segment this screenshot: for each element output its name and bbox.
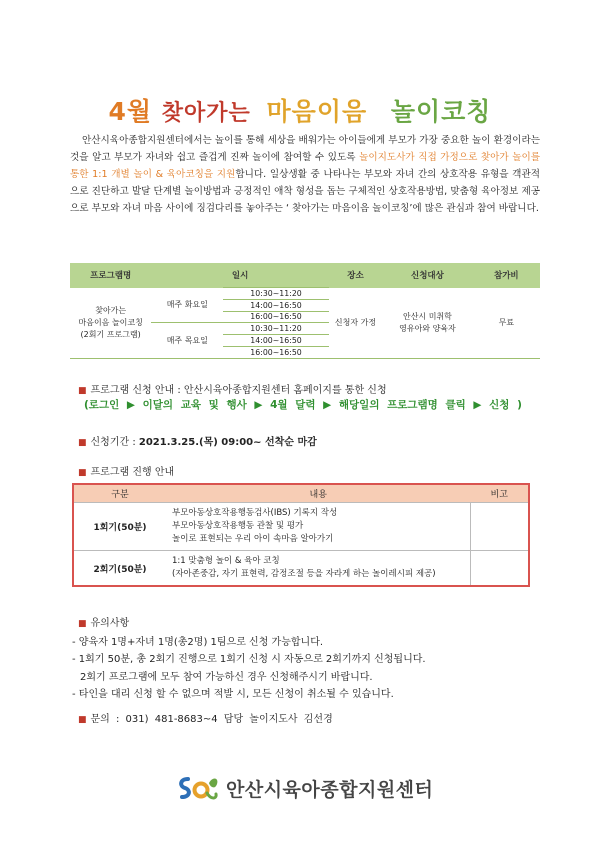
center-logo-icon	[176, 773, 220, 803]
program-table	[70, 263, 540, 359]
intro-highlight: 놀이지도사가 직접 가정으로 찾아가 놀이를 통한 1:1 개별 놀이 & 육아코칭을 지원	[70, 152, 540, 180]
progress-table-header	[73, 484, 529, 503]
apply-route: (로그인 ▶ 이달의 교육 및 행사 ▶ 4월 달력 ▶ 해당일의 프로그램명 클릭 ▶ 신청 )	[84, 399, 522, 411]
place-cell: 신청자 가정	[329, 288, 382, 359]
session-2-remark	[471, 551, 530, 587]
content-line: (자아존중감, 자기 표현력, 감정조절 등을 자라게 하는 놀이레시피 제공)	[172, 569, 436, 579]
session-1-remark	[471, 503, 530, 551]
content-line: 부모아동상호작용행동 관찰 및 평가	[172, 521, 304, 531]
program-row	[70, 288, 540, 300]
day-tuesday: 매주 화요일	[151, 288, 223, 323]
program-name-line3: (2회기 프로그램)	[80, 329, 141, 339]
progress-info	[78, 463, 174, 478]
progress-label: 프로그램 진행 안내	[90, 467, 175, 478]
bullet-square-icon: ■	[78, 619, 87, 629]
content-line: 놀이로 표현되는 우리 아이 속마음 알아가기	[172, 534, 334, 544]
time-slot: 10:30~11:20	[223, 323, 329, 335]
period-date: 2021.3.25.(목) 09:00~	[138, 437, 262, 448]
session-1-content	[166, 503, 471, 551]
header-place: 장소	[329, 263, 382, 288]
content-line: 1:1 맞춤형 놀이 & 육아 코칭	[172, 556, 280, 566]
title-visiting: 찾아가는	[161, 100, 251, 126]
notes-section	[72, 615, 426, 704]
notes-label: 유의사항	[90, 618, 130, 629]
header-category: 구분	[73, 484, 166, 503]
program-name-cell	[70, 288, 151, 359]
time-slot: 14:00~16:50	[223, 299, 329, 311]
title-coaching: 놀이코칭	[390, 97, 492, 126]
session-2-content	[166, 551, 471, 587]
contact-text: 문의 : 031) 481-8683~4 담당 놀이지도사 김선경	[90, 714, 333, 725]
contact-info	[78, 710, 333, 725]
program-name-line2: 마음이음 놀이코칭	[78, 317, 143, 327]
page-title	[0, 92, 600, 128]
program-table-header	[70, 263, 540, 288]
note-item: - 양육자 1명+자녀 1명(총2명) 1팀으로 신청 가능합니다.	[72, 636, 324, 648]
note-item: - 타인을 대리 신청 할 수 없으며 적발 시, 모든 신청이 취소될 수 있습니다.	[72, 689, 394, 700]
header-fee: 참가비	[473, 263, 540, 288]
period-rest: 선착순 마감	[261, 437, 317, 448]
header-datetime: 일시	[151, 263, 328, 288]
center-logo	[176, 770, 433, 806]
progress-table	[72, 483, 530, 587]
note-item: 2회기 프로그램에 모두 참여 가능하신 경우 신청해주시기 바랍니다.	[80, 671, 373, 683]
bullet-square-icon: ■	[78, 715, 87, 725]
apply-period	[78, 433, 317, 448]
intro-text-1: 안산시육아종합지원센터에서는 놀이를 통해 세상을 배워가는 아이들에게 부모가 가장 중요한 놀이 환경이라는 것을 알고 부모가 자녀와 쉽고 즐겁게 진짜 놀이에 참여할 수 있도록	[70, 135, 540, 163]
table-row	[73, 551, 529, 587]
bullet-square-icon: ■	[78, 386, 87, 396]
apply-label: 프로그램 신청 안내 : 안산시육아종합지원센터 홈페이지를 통한 신청	[90, 385, 387, 396]
target-line2: 영유아와 양육자	[399, 323, 456, 333]
bullet-square-icon: ■	[78, 438, 87, 448]
session-1-label: 1회기(50분)	[73, 503, 166, 551]
header-remark: 비고	[471, 484, 530, 503]
intro-text-2: 합니다. 일상생활 중 나타나는 부모와 자녀 간의 상호작용 유형을 객관적으로 진단하고 발달 단계별 놀이방법과 긍정적인 애착 형성을 돕는 구체적인 상호작용방법, 맞춤형 육아정보 제공으로 부모와 자녀 마음 사이에 징검다리를 놓아주는 ‘ 찾아가는 마음이음 놀이코칭’에 많은 관심과 참여 바랍니다.	[70, 169, 540, 214]
time-slot: 14:00~16:50	[223, 335, 329, 347]
note-item: - 1회기 50분, 총 2회기 진행으로 1회기 신청 시 자동으로 2회기까지 신청됩니다.	[72, 654, 426, 665]
header-target: 신청대상	[382, 263, 472, 288]
intro-paragraph	[70, 132, 540, 217]
period-label: 신청기간 :	[90, 437, 139, 448]
target-cell	[382, 288, 472, 359]
notes-heading	[78, 615, 426, 634]
time-slot: 16:00~16:50	[223, 346, 329, 358]
apply-info	[78, 381, 387, 396]
bullet-square-icon: ■	[78, 468, 87, 478]
header-content: 내용	[166, 484, 471, 503]
fee-cell: 무료	[473, 288, 540, 359]
day-thursday: 매주 목요일	[151, 323, 223, 358]
title-maeum: 마음이음	[266, 97, 368, 126]
session-2-label: 2회기(50분)	[73, 551, 166, 587]
target-line1: 안산시 미취학	[402, 311, 452, 321]
center-name: 안산시육아종합지원센터	[226, 778, 434, 801]
time-slot: 10:30~11:20	[223, 288, 329, 300]
title-month: 4월	[108, 97, 153, 126]
time-slot: 16:00~16:50	[223, 311, 329, 323]
header-program-name: 프로그램명	[70, 263, 151, 288]
content-line: 부모아동상호작용행동검사(IBS) 기록지 작성	[172, 508, 338, 518]
table-row	[73, 503, 529, 551]
program-name-line1: 찾아가는	[95, 305, 127, 315]
